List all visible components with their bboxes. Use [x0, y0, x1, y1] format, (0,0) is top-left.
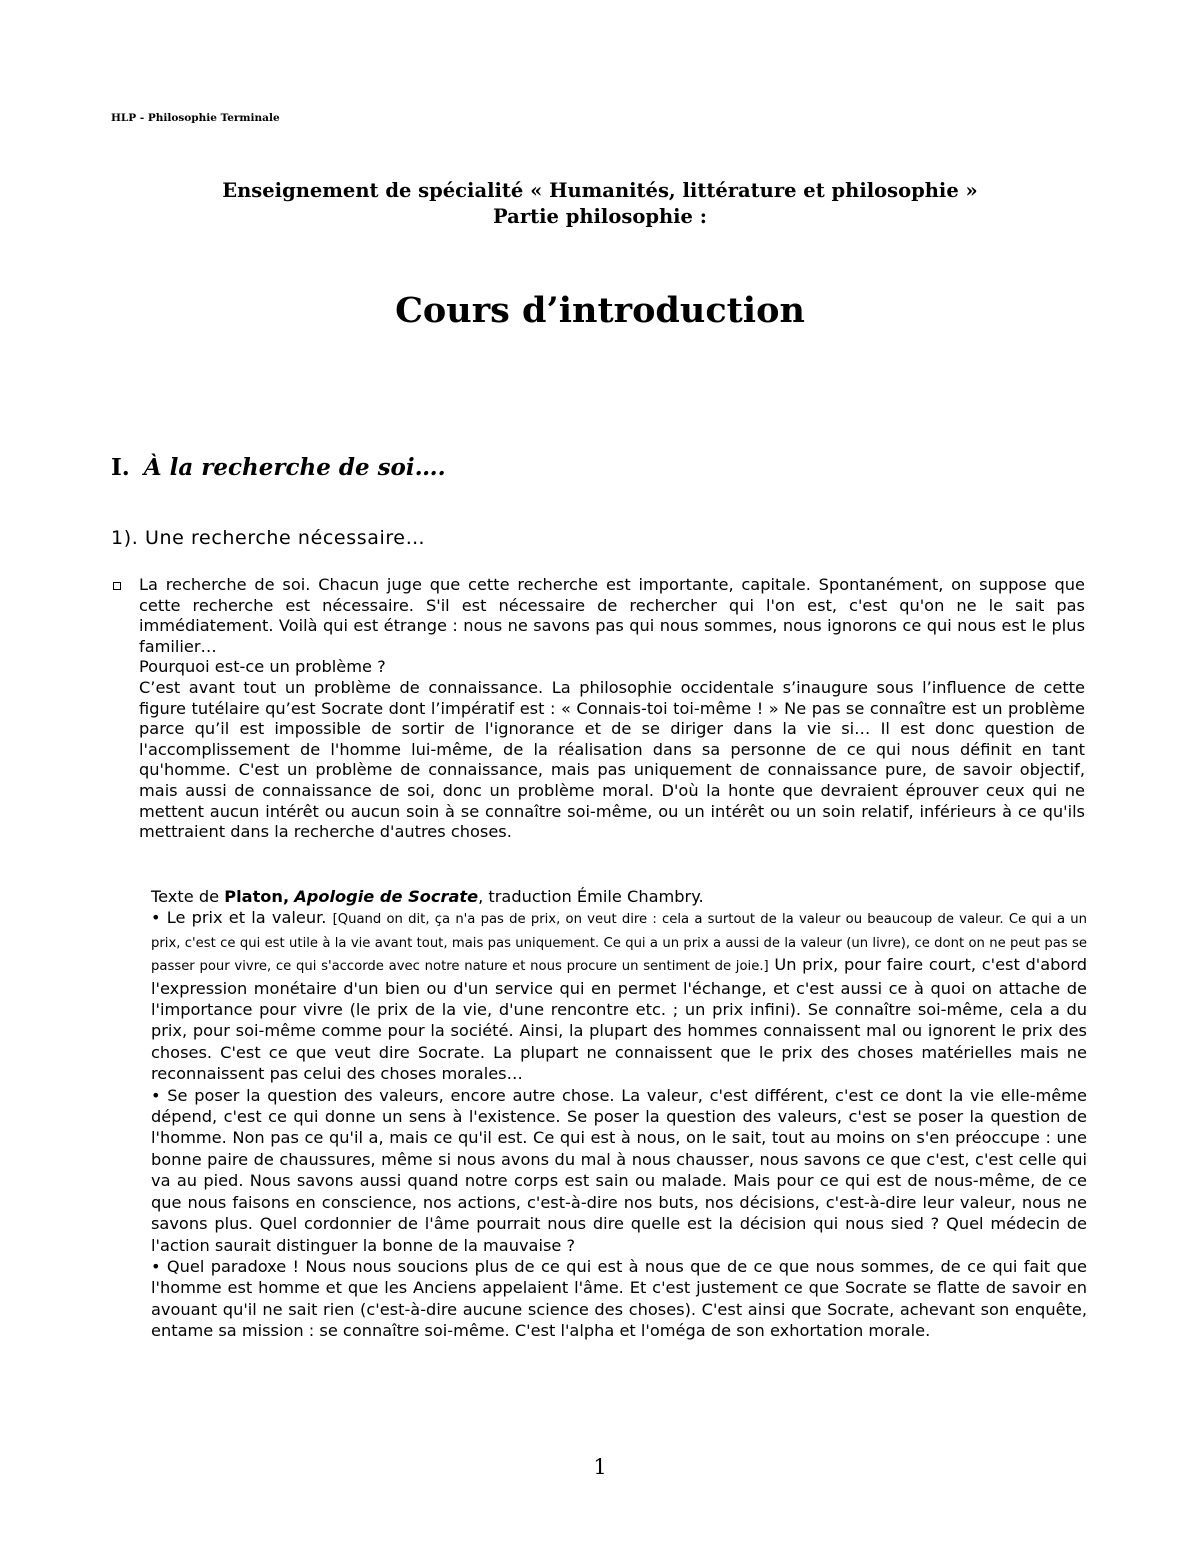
subsection-heading: 1). Une recherche nécessaire…: [111, 527, 426, 549]
intro-paragraph-2: C’est avant tout un problème de connaissance. La philosophie occidentale s’inaugure sous l’influence de cette figure tutélaire qu’est Socrate dont l’impératif est : « Connais-toi toi-même ! » Ne pas se connaître est un problème parce qu’il est impossible de sortir de l'ignorance et de se diriger dans la vie si… Il est donc question de l'accomplissement de l'homme lui-même, de la réalisation dans sa personne de ce qui nous définit en tant qu'homme. C'est un problème de connaissance, mais pas uniquement de connaissance pure, de savoir objectif, mais aussi de connaissance de soi, donc un problème moral. D'où la honte que devraient éprouver ceux qui ne mettent aucun intérêt ou aucun soin à se connaître soi-même, ou un intérêt ou un soin relatif, inférieurs à ce qu'ils mettraient dans la recherche d'autres choses.: [139, 677, 1085, 842]
intro-text: [139, 575, 1085, 843]
point-item: [151, 1085, 1087, 1256]
intro-paragraph-1: La recherche de soi. Chacun juge que cette recherche est importante, capitale. Spontanément, on suppose que cette recherche est nécessaire. S'il est nécessaire de rechercher qui l'on est, c'est qu'on ne le sait pas immédiatement. Voilà qui est étrange : nous ne savons pas qui nous sommes, nous ignorons ce qui nous est le plus familier…: [139, 575, 1085, 656]
text-ref-suffix: , traduction Émile Chambry.: [478, 887, 704, 906]
running-header: HLP - Philosophie Terminale: [111, 112, 280, 124]
section-title: À la recherche de soi….: [143, 454, 446, 481]
text-reference: [151, 886, 1087, 907]
hollow-square-bullet-icon: [113, 582, 121, 590]
point-lead: Le prix et la valeur.: [160, 908, 333, 928]
point-note: [Quand on dit, ça n'a pas de prix, on veut dire : cela a surtout de la valeur ou beaucoup de valeur. Ce qui a un prix, c'est ce qui est utile à la vie avant tout, mais pas uniquement. Ce qui a un prix a aussi de la valeur (un livre), ce dont on ne peut pas se passer pour vivre, ce qui s'accorde avec notre nature et nous procure un sentiment de joie.]: [151, 912, 1088, 975]
bullet-icon: •: [151, 1256, 161, 1276]
point-text: Quel paradoxe ! Nous nous soucions plus de ce qui est à nous que de ce que nous sommes, de ce qui fait que l'homme est homme et que les Anciens appelaient l'âme. Et c'est justement ce que Socrate se flatte de savoir en avouant qu'il ne sait rien (c'est-à-dire aucune science des choses). C'est ainsi que Socrate, achevant son enquête, entame sa mission : se connaître soi-même. C'est l'alpha et l'oméga de son exhortation morale.: [151, 1256, 1087, 1341]
title-line-1: Enseignement de spécialité « Humanités, littérature et philosophie »: [222, 179, 978, 202]
bullet-icon: •: [151, 1085, 161, 1105]
point-item: [151, 1256, 1087, 1342]
intro-question: Pourquoi est-ce un problème ?: [139, 657, 386, 677]
point-item: [151, 907, 1087, 1084]
point-text: Se poser la question des valeurs, encore autre chose. La valeur, c'est différent, c'est ce dont la vie elle-même dépend, c'est ce qui donne un sens à l'existence. Se poser la question des valeurs, c'est se poser la question de l'homme. Non pas ce qu'il a, mais ce qu'il est. Ce qui est à nous, on le sait, tout au moins on s'en préoccupe : une bonne paire de chaussures, même si nous avons du mal à nous chausser, nous savons ce que c'est, c'est celle qui va au pied. Nous savons aussi quand notre corps est sain ou malade. Mais pour ce qui est de nous-même, de ce que nous faisons en conscience, nos actions, c'est-à-dire nos buts, nos décisions, c'est-à-dire leur valeur, nous ne savons plus. Quel cordonnier de l'âme pourrait nous dire quelle est la décision qui nous sied ? Quel médecin de l'action saurait distinguer la bonne de la mauvaise ?: [151, 1085, 1087, 1255]
page-title: Cours d’introduction: [395, 290, 805, 331]
section-heading: [111, 454, 446, 481]
point-text: Un prix, pour faire court, c'est d'abord l'expression monétaire d'un bien ou d'un service qui en permet l'échange, et c'est aussi ce à quoi on attache de l'importance pour vivre (le prix de la vie, d'une rencontre etc. ; un prix infini). Se connaître soi-même, cela a du prix, pour soi-même comme pour la société. Ainsi, la plupart des hommes connaissent mal ou ignorent le prix des choses. C'est ce que veut dire Socrate. La plupart ne connaissent que le prix des choses matérielles mais ne reconnaissent pas celui des choses morales…: [151, 955, 1087, 1084]
text-ref-work: Apologie de Socrate: [294, 887, 479, 906]
bullet-icon: •: [151, 908, 161, 928]
course-title-block: [0, 178, 1200, 230]
page-number: 1: [593, 1455, 607, 1479]
text-ref-author: Platon,: [224, 887, 290, 906]
section-number: I.: [111, 454, 130, 481]
commentary-block: [151, 886, 1087, 1342]
title-line-2: Partie philosophie :: [493, 205, 707, 228]
text-ref-prefix: Texte de: [151, 887, 225, 906]
